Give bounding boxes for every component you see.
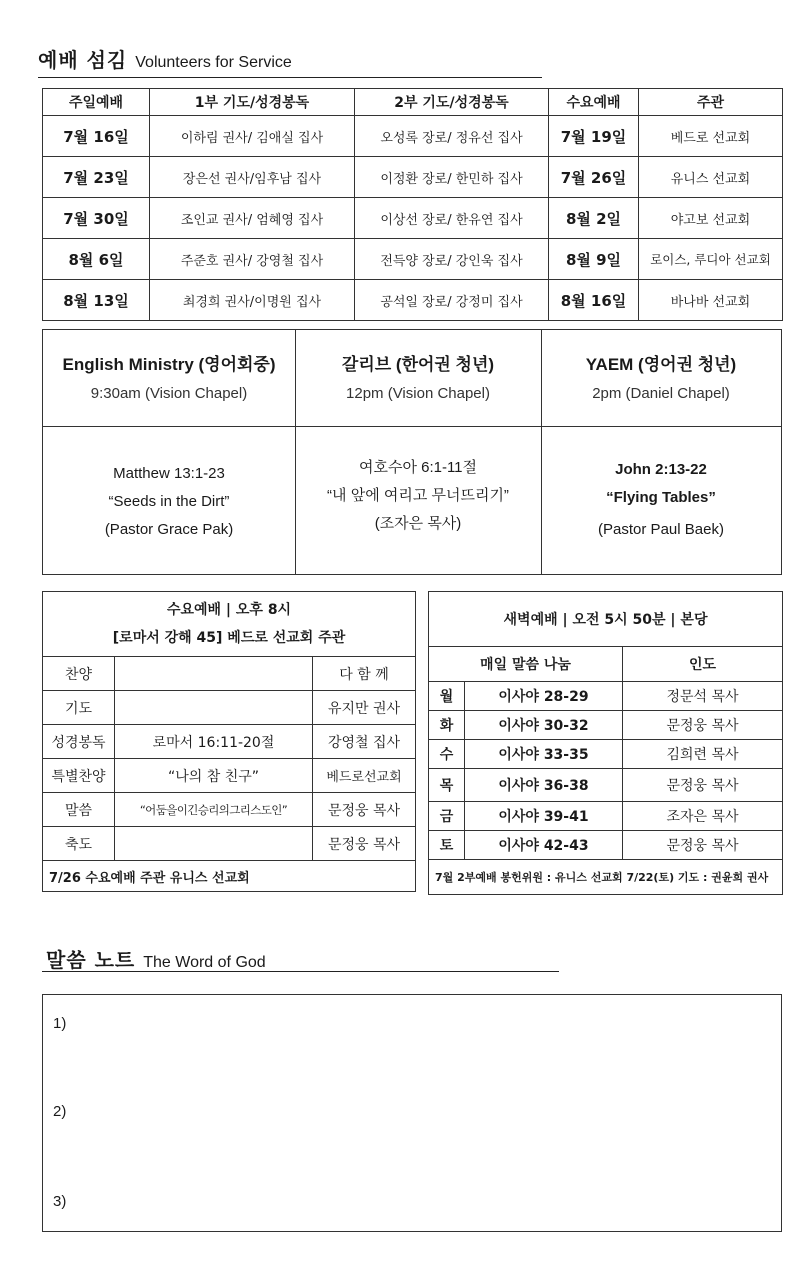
dawn-footer: 7월 2부예배 봉헌위원 : 유니스 선교회 7/22(토) 기도 : 권윤희 권사 (429, 860, 783, 895)
host-group: 바나바 선교회 (639, 280, 783, 321)
dawn-day: 화 (429, 711, 465, 740)
wednesday-date: 8월 16일 (549, 280, 639, 321)
dawn-footer-row (429, 860, 783, 895)
col-header-second-service: 2부 기도/성경봉독 (355, 89, 549, 116)
table-row (43, 759, 416, 793)
notes-title-ko: 말씀 노트 (46, 948, 136, 972)
second-service-volunteers: 전득양 장로/ 강인욱 집사 (355, 239, 549, 280)
dawn-col-reading: 매일 말씀 나눔 (429, 647, 623, 682)
table-row (43, 157, 783, 198)
order-person: 베드로선교회 (313, 759, 416, 793)
wednesday-date: 7월 19일 (549, 116, 639, 157)
sermon-preacher: (Pastor Grace Pak) (104, 521, 234, 538)
wednesday-date: 8월 9일 (549, 239, 639, 280)
sermon-preacher: (Pastor Paul Baek) (598, 521, 724, 538)
table-row (43, 116, 783, 157)
table-row (43, 280, 783, 321)
first-service-volunteers: 최경희 권사/이명원 집사 (150, 280, 355, 321)
wednesday-footer: 7/26 수요예배 주관 유니스 선교회 (43, 861, 416, 892)
wednesday-header-line2: [로마서 강해 45] 베드로 선교회 주관 (112, 630, 346, 646)
dawn-leader: 조자은 목사 (623, 802, 783, 831)
note-item-2: 2) (53, 1103, 67, 1120)
order-label: 찬양 (43, 657, 115, 691)
table-row (429, 740, 783, 769)
service-yaem (541, 350, 781, 402)
order-label: 성경봉독 (43, 725, 115, 759)
col-header-first-service: 1부 기도/성경봉독 (150, 89, 355, 116)
service-time: 9:30am (Vision Chapel) (90, 385, 248, 402)
order-person: 강영철 집사 (313, 725, 416, 759)
dawn-reading: 이사야 36-38 (465, 769, 623, 802)
volunteers-title-en: Volunteers for Service (135, 54, 292, 71)
col-header-wednesday: 수요예배 (549, 89, 639, 116)
dawn-leader: 문정웅 목사 (623, 831, 783, 860)
first-service-volunteers: 조인교 권사/ 엄혜영 집사 (150, 198, 355, 239)
wednesday-footer-row (43, 861, 416, 892)
order-person: 유지만 권사 (313, 691, 416, 725)
volunteers-heading-rule (38, 77, 542, 78)
order-label: 말씀 (43, 793, 115, 827)
notes-heading-rule (42, 971, 559, 972)
wednesday-header-line1: 수요예배 | 오후 8시 (166, 602, 292, 618)
service-time: 2pm (Daniel Chapel) (592, 385, 730, 402)
note-item-1: 1) (53, 1015, 67, 1032)
wednesday-service-table (42, 591, 416, 892)
host-group: 야고보 선교회 (639, 198, 783, 239)
sermon-passage: 여호수아 6:1-11절 (358, 459, 478, 476)
table-row (43, 239, 783, 280)
dawn-leader: 문정웅 목사 (623, 769, 783, 802)
wednesday-date: 8월 2일 (549, 198, 639, 239)
service-galilee (295, 350, 541, 402)
sunday-date: 7월 16일 (43, 116, 150, 157)
dawn-reading: 이사야 28-29 (465, 682, 623, 711)
dawn-day: 금 (429, 802, 465, 831)
dawn-leader: 문정웅 목사 (623, 711, 783, 740)
notes-title-en: The Word of God (143, 954, 266, 971)
sermon-title: “Seeds in the Dirt” (108, 493, 230, 510)
order-label: 기도 (43, 691, 115, 725)
sunday-date: 7월 30일 (43, 198, 150, 239)
volunteers-table (42, 88, 783, 321)
dawn-reading: 이사야 33-35 (465, 740, 623, 769)
wednesday-date: 7월 26일 (549, 157, 639, 198)
dawn-leader: 정문석 목사 (623, 682, 783, 711)
dawn-day: 수 (429, 740, 465, 769)
col-header-host: 주관 (639, 89, 783, 116)
dawn-day: 목 (429, 769, 465, 802)
order-content: 로마서 16:11-20절 (115, 725, 313, 759)
second-service-volunteers: 오성록 장로/ 정유선 집사 (355, 116, 549, 157)
table-row (43, 198, 783, 239)
host-group: 베드로 선교회 (639, 116, 783, 157)
service-sermon-galilee (295, 454, 541, 538)
service-name: English Ministry (영어회중) (62, 355, 276, 374)
table-row (43, 827, 416, 861)
host-group: 유니스 선교회 (639, 157, 783, 198)
second-service-volunteers: 이정환 장로/ 한민하 집사 (355, 157, 549, 198)
order-content: “나의 참 친구” (115, 759, 313, 793)
table-row (43, 725, 416, 759)
service-sermon-yaem (541, 456, 781, 544)
note-item-3: 3) (53, 1193, 67, 1210)
volunteers-header-row (43, 89, 783, 116)
services-box (42, 329, 782, 575)
first-service-volunteers: 장은선 권사/임후남 집사 (150, 157, 355, 198)
first-service-volunteers: 주준호 권사/ 강영철 집사 (150, 239, 355, 280)
order-label: 축도 (43, 827, 115, 861)
table-row (43, 657, 416, 691)
sunday-date: 8월 6일 (43, 239, 150, 280)
sunday-date: 8월 13일 (43, 280, 150, 321)
sermon-passage: Matthew 13:1-23 (113, 465, 225, 482)
table-row (429, 682, 783, 711)
sermon-passage: John 2:13-22 (615, 461, 707, 478)
dawn-header-row (429, 592, 783, 647)
dawn-header: 새벽예배 | 오전 5시 50분 | 본당 (429, 592, 783, 647)
service-name: 갈리브 (한어권 청년) (341, 355, 495, 374)
volunteers-title-ko: 예배 섬김 (38, 48, 128, 72)
order-content: “어둠을이긴승리의그리스도인” (115, 793, 313, 827)
table-row (429, 831, 783, 860)
order-label: 특별찬양 (43, 759, 115, 793)
wednesday-header (43, 592, 416, 657)
second-service-volunteers: 이상선 장로/ 한유연 집사 (355, 198, 549, 239)
host-group: 로이스, 루디아 선교회 (639, 239, 783, 280)
dawn-col-leader: 인도 (623, 647, 783, 682)
dawn-day: 월 (429, 682, 465, 711)
table-row (429, 769, 783, 802)
dawn-day: 토 (429, 831, 465, 860)
col-header-sunday: 주일예배 (43, 89, 150, 116)
order-content (115, 657, 313, 691)
dawn-leader: 김희련 목사 (623, 740, 783, 769)
second-service-volunteers: 공석일 장로/ 강정미 집사 (355, 280, 549, 321)
service-english-ministry (43, 350, 295, 402)
service-name: YAEM (영어권 청년) (585, 355, 737, 374)
table-row (429, 711, 783, 740)
sermon-title: “Flying Tables” (606, 489, 716, 506)
order-person: 문정웅 목사 (313, 793, 416, 827)
volunteers-heading (38, 44, 292, 73)
service-sermon-english-ministry (43, 460, 295, 544)
order-content (115, 827, 313, 861)
dawn-reading: 이사야 30-32 (465, 711, 623, 740)
dawn-subheader-row (429, 647, 783, 682)
order-content (115, 691, 313, 725)
table-row (43, 691, 416, 725)
table-row (43, 793, 416, 827)
dawn-reading: 이사야 42-43 (465, 831, 623, 860)
dawn-service-table (428, 591, 783, 895)
service-time: 12pm (Vision Chapel) (346, 385, 490, 402)
services-divider-horizontal (43, 426, 781, 427)
sunday-date: 7월 23일 (43, 157, 150, 198)
first-service-volunteers: 이하림 권사/ 김애실 집사 (150, 116, 355, 157)
order-person: 다 함 께 (313, 657, 416, 691)
sermon-preacher: (조자은 목사) (374, 515, 462, 532)
wednesday-header-row (43, 592, 416, 657)
table-row (429, 802, 783, 831)
notes-box (42, 994, 782, 1232)
order-person: 문정웅 목사 (313, 827, 416, 861)
notes-heading (46, 944, 266, 973)
dawn-reading: 이사야 39-41 (465, 802, 623, 831)
sermon-title: “내 앞에 여리고 무너뜨리기” (327, 487, 509, 504)
